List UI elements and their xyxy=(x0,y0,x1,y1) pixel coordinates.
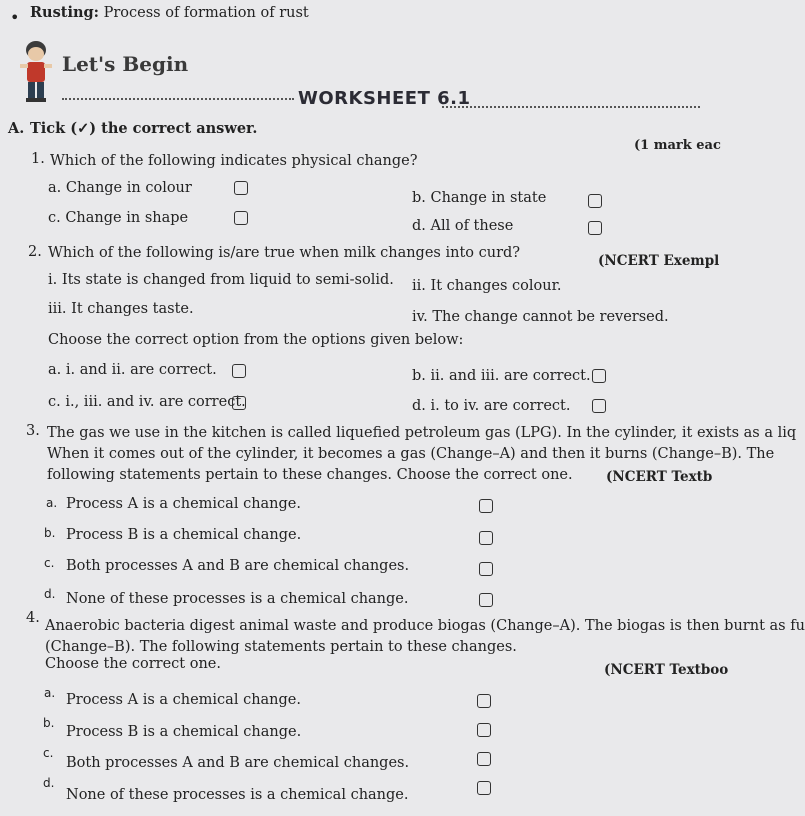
q1-option-d: d. All of these xyxy=(412,218,514,234)
q4-line1: Anaerobic bacteria digest animal waste and produce biogas (Change–A). The biogas is then burnt as fu xyxy=(45,618,805,634)
q2-option-a: a. i. and ii. are correct. xyxy=(48,362,217,378)
q2-option-b: b. ii. and iii. are correct. xyxy=(412,368,591,384)
q3-option-b: Process B is a chemical change. xyxy=(66,527,302,543)
top-line xyxy=(30,4,309,21)
boy-mascot-illustration xyxy=(14,38,58,104)
q2-option-d-checkbox[interactable] xyxy=(592,399,606,413)
lets-begin-heading: Let's Begin xyxy=(62,52,189,76)
q4-option-a-checkbox[interactable] xyxy=(477,694,491,708)
q2-statement-iv: iv. The change cannot be reversed. xyxy=(412,309,669,325)
top-line-text: Process of formation of rust xyxy=(99,5,309,21)
q3-option-c: Both processes A and B are chemical changes. xyxy=(66,558,410,574)
q3-letter-d: d. xyxy=(44,587,56,601)
q2-statement-iii: iii. It changes taste. xyxy=(48,301,194,317)
q2-source: (NCERT Exempl xyxy=(598,253,720,269)
q4-letter-d: d. xyxy=(43,776,55,790)
q4-line2: (Change–B). The following statements pertain to these changes. xyxy=(45,639,517,655)
q1-option-a: a. Change in colour xyxy=(48,180,192,196)
bullet-dot: • xyxy=(10,8,20,27)
section-a-marks: (1 mark eac xyxy=(634,138,721,153)
q3-option-a-checkbox[interactable] xyxy=(479,499,493,513)
q1-option-c: c. Change in shape xyxy=(48,210,189,226)
q4-letter-a: a. xyxy=(44,686,56,700)
q2-statement-i: i. Its state is changed from liquid to semi-solid. xyxy=(48,272,394,288)
q2-option-d: d. i. to iv. are correct. xyxy=(412,398,571,414)
title-rule-left xyxy=(62,98,294,100)
q1-option-d-checkbox[interactable] xyxy=(588,221,602,235)
q4-letter-c: c. xyxy=(43,746,54,760)
q4-option-a: Process A is a chemical change. xyxy=(66,692,301,708)
q4-option-b-checkbox[interactable] xyxy=(477,723,491,737)
q3-letter-c: c. xyxy=(44,556,55,570)
q4-option-c: Both processes A and B are chemical changes. xyxy=(66,755,410,771)
q4-number: 4. xyxy=(26,610,40,626)
q2-option-b-checkbox[interactable] xyxy=(592,369,606,383)
q3-option-d-checkbox[interactable] xyxy=(479,593,493,607)
q3-line3: following statements pertain to these changes. Choose the correct one. xyxy=(47,467,573,483)
q1-option-c-checkbox[interactable] xyxy=(234,211,248,225)
section-a-label: A. xyxy=(8,120,25,137)
q4-line3: Choose the correct one. xyxy=(45,656,221,672)
q2-number: 2. xyxy=(28,244,42,260)
q3-letter-b: b. xyxy=(44,526,56,540)
q2-option-c-checkbox[interactable] xyxy=(232,396,246,410)
q2-option-a-checkbox[interactable] xyxy=(232,364,246,378)
q1-number: 1. xyxy=(31,151,45,167)
q3-source: (NCERT Textb xyxy=(606,469,713,485)
q3-option-c-checkbox[interactable] xyxy=(479,562,493,576)
q3-option-a: Process A is a chemical change. xyxy=(66,496,301,512)
title-rule-right xyxy=(442,106,700,108)
q4-option-b: Process B is a chemical change. xyxy=(66,724,302,740)
q1-option-b-checkbox[interactable] xyxy=(588,194,602,208)
q3-option-b-checkbox[interactable] xyxy=(479,531,493,545)
q1-option-b: b. Change in state xyxy=(412,190,547,206)
section-a-heading: Tick (✓) the correct answer. xyxy=(30,120,258,137)
q1-text: Which of the following indicates physical change? xyxy=(50,153,418,169)
q4-option-c-checkbox[interactable] xyxy=(477,752,491,766)
q3-line1: The gas we use in the kitchen is called liquefied petroleum gas (LPG). In the cylinder, it exists as a liq xyxy=(47,425,797,441)
q4-letter-b: b. xyxy=(43,716,55,730)
q3-option-d: None of these processes is a chemical change. xyxy=(66,591,409,607)
q2-choose: Choose the correct option from the options given below: xyxy=(48,332,464,348)
worksheet-title: WORKSHEET 6.1 xyxy=(298,88,471,109)
q3-number: 3. xyxy=(26,423,40,439)
q2-text: Which of the following is/are true when milk changes into curd? xyxy=(48,245,521,261)
q4-option-d-checkbox[interactable] xyxy=(477,781,491,795)
top-line-label: Rusting: xyxy=(30,4,99,21)
q4-source: (NCERT Textboo xyxy=(604,662,729,678)
q4-option-d: None of these processes is a chemical change. xyxy=(66,787,409,803)
q1-option-a-checkbox[interactable] xyxy=(234,181,248,195)
q3-line2: When it comes out of the cylinder, it becomes a gas (Change–A) and then it burns (Change–B). The xyxy=(47,446,775,462)
q2-statement-ii: ii. It changes colour. xyxy=(412,278,562,294)
q2-option-c: c. i., iii. and iv. are correct. xyxy=(48,394,246,410)
q3-letter-a: a. xyxy=(46,496,58,510)
